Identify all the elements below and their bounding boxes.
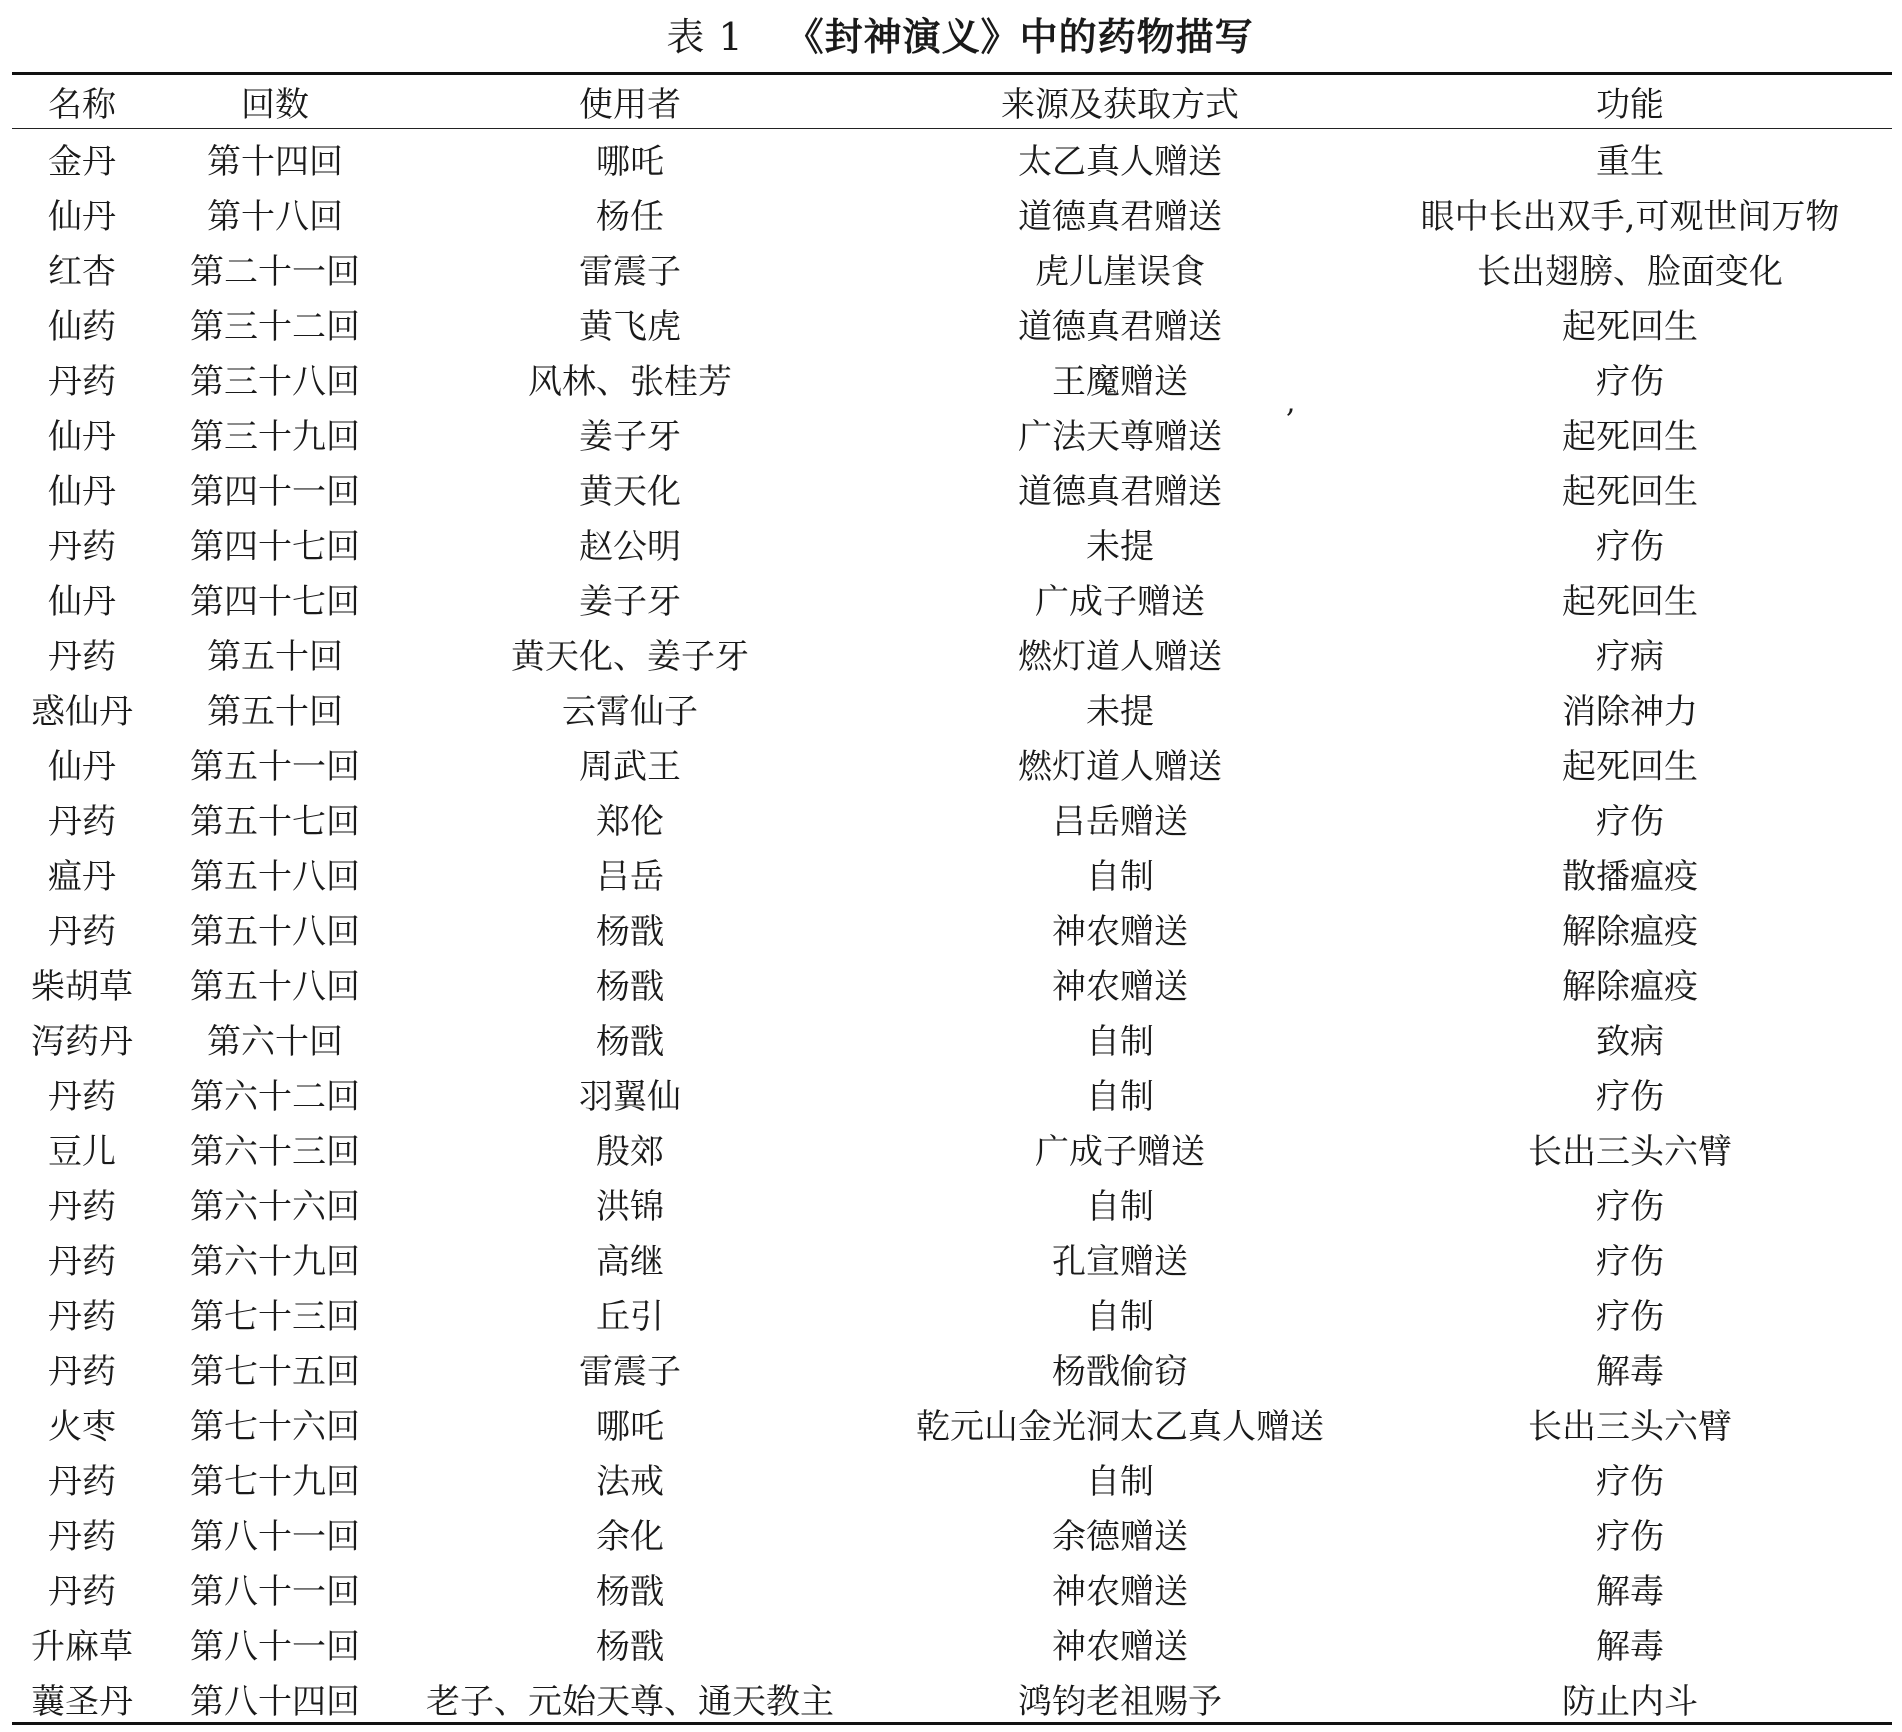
cell-source: 杨戬偷窃 [1052, 1352, 1188, 1392]
table-row [0, 186, 1902, 241]
cell-source: 自制 [1086, 1022, 1154, 1062]
cell-source: 广法天尊赠送 [1018, 417, 1222, 457]
cell-function: 长出翅膀、脸面变化 [1477, 252, 1783, 292]
cell-source: 自制 [1086, 1187, 1154, 1227]
cell-function: 起死回生 [1562, 582, 1698, 622]
table-row [0, 1451, 1902, 1506]
cell-chapter: 第七十九回 [190, 1462, 360, 1502]
cell-name: 仙丹 [48, 417, 116, 457]
table-row [0, 406, 1902, 461]
cell-name: 瘟丹 [48, 857, 116, 897]
cell-chapter: 第三十二回 [190, 307, 360, 347]
cell-chapter: 第三十九回 [190, 417, 360, 457]
cell-source: 道德真君赠送 [1018, 197, 1222, 237]
cell-source: 乾元山金光洞太乙真人赠送 [916, 1407, 1324, 1447]
cell-name: 丹药 [48, 1517, 116, 1557]
cell-user: 杨戬 [596, 1627, 664, 1667]
cell-function: 眼中长出双手,可观世间万物 [1420, 197, 1840, 237]
table-row [0, 131, 1902, 186]
cell-user: 杨任 [596, 197, 664, 237]
table-row [0, 1231, 1902, 1286]
bottom-rule [12, 1722, 1892, 1725]
cell-name: 仙丹 [48, 747, 116, 787]
cell-name: 丹药 [48, 802, 116, 842]
cell-function: 解毒 [1596, 1572, 1664, 1612]
table-row [0, 1396, 1902, 1451]
cell-name: 丹药 [48, 912, 116, 952]
table-header [0, 76, 1902, 126]
cell-function: 疗伤 [1596, 802, 1664, 842]
cell-name: 丹药 [48, 1462, 116, 1502]
cell-function: 疗伤 [1596, 1517, 1664, 1557]
cell-source: 燃灯道人赠送 [1018, 747, 1222, 787]
cell-chapter: 第六十六回 [190, 1187, 360, 1227]
cell-user: 殷郊 [596, 1132, 664, 1172]
cell-function: 消除神力 [1562, 692, 1698, 732]
cell-user: 杨戬 [596, 967, 664, 1007]
cell-name: 仙丹 [48, 582, 116, 622]
cell-name: 柴胡草 [31, 967, 133, 1007]
top-rule [12, 72, 1892, 75]
cell-chapter: 第七十三回 [190, 1297, 360, 1337]
table-row [0, 846, 1902, 901]
cell-name: 丹药 [48, 527, 116, 567]
table-row [0, 1506, 1902, 1561]
cell-name: 丹药 [48, 1242, 116, 1282]
cell-name: 蘘圣丹 [31, 1682, 133, 1722]
cell-chapter: 第六十九回 [190, 1242, 360, 1282]
table-row [0, 1616, 1902, 1671]
cell-function: 疗伤 [1596, 362, 1664, 402]
table-row [0, 1176, 1902, 1231]
cell-function: 疗伤 [1596, 1462, 1664, 1502]
table-row [0, 1121, 1902, 1176]
cell-chapter: 第八十一回 [190, 1517, 360, 1557]
table-body [0, 131, 1902, 1726]
table-row [0, 1066, 1902, 1121]
cell-source: 余德赠送 [1052, 1517, 1188, 1557]
cell-function: 长出三头六臂 [1528, 1407, 1732, 1447]
table-row [0, 1561, 1902, 1616]
cell-function: 起死回生 [1562, 307, 1698, 347]
header-user: 使用者 [579, 84, 681, 125]
cell-user: 高继 [596, 1242, 664, 1282]
cell-user: 余化 [596, 1517, 664, 1557]
cell-chapter: 第五十八回 [190, 912, 360, 952]
cell-source: 自制 [1086, 1462, 1154, 1502]
cell-chapter: 第八十一回 [190, 1627, 360, 1667]
cell-user: 周武王 [579, 747, 681, 787]
cell-function: 疗病 [1596, 637, 1664, 677]
table-row [0, 241, 1902, 296]
cell-chapter: 第七十五回 [190, 1352, 360, 1392]
cell-source: 鸿钧老祖赐予 [1018, 1682, 1222, 1722]
table-caption: 《封神演义》中的药物描写 [785, 14, 1254, 59]
cell-user: 丘引 [596, 1297, 664, 1337]
cell-user: 黄飞虎 [579, 307, 681, 347]
cell-chapter: 第六十二回 [190, 1077, 360, 1117]
cell-user: 云霄仙子 [562, 692, 698, 732]
cell-chapter: 第五十七回 [190, 802, 360, 842]
cell-chapter: 第五十一回 [190, 747, 360, 787]
header-name: 名称 [48, 84, 116, 125]
cell-function: 疗伤 [1596, 1297, 1664, 1337]
cell-chapter: 第四十七回 [190, 582, 360, 622]
header-source: 来源及获取方式 [1001, 84, 1239, 125]
cell-function: 长出三头六臂 [1528, 1132, 1732, 1172]
cell-chapter: 第五十回 [207, 692, 343, 732]
cell-name: 升麻草 [31, 1627, 133, 1667]
cell-user: 风林、张桂芳 [528, 362, 732, 402]
cell-source: 道德真君赠送 [1018, 472, 1222, 512]
header-rule [12, 128, 1892, 129]
cell-function: 起死回生 [1562, 417, 1698, 457]
table-row [0, 956, 1902, 1011]
cell-name: 火枣 [48, 1407, 116, 1447]
table-row [0, 1011, 1902, 1066]
cell-source: 自制 [1086, 1077, 1154, 1117]
cell-function: 重生 [1596, 142, 1664, 182]
cell-chapter: 第六十三回 [190, 1132, 360, 1172]
cell-user: 姜子牙 [579, 417, 681, 457]
cell-chapter: 第八十四回 [190, 1682, 360, 1722]
cell-source: 孔宣赠送 [1052, 1242, 1188, 1282]
cell-user: 羽翼仙 [579, 1077, 681, 1117]
table-row [0, 571, 1902, 626]
cell-name: 丹药 [48, 1352, 116, 1392]
cell-function: 解毒 [1596, 1352, 1664, 1392]
table-row [0, 516, 1902, 571]
cell-name: 仙丹 [48, 197, 116, 237]
cell-function: 致病 [1596, 1022, 1664, 1062]
table-row [0, 681, 1902, 736]
cell-user: 赵公明 [579, 527, 681, 567]
cell-user: 法戒 [596, 1462, 664, 1502]
cell-chapter: 第五十八回 [190, 967, 360, 1007]
cell-chapter: 第六十回 [207, 1022, 343, 1062]
table-row [0, 351, 1902, 406]
table-title [0, 0, 1902, 66]
cell-user: 郑伦 [596, 802, 664, 842]
cell-name: 丹药 [48, 362, 116, 402]
cell-user: 洪锦 [596, 1187, 664, 1227]
cell-name: 丹药 [48, 1187, 116, 1227]
cell-user: 哪吒 [596, 142, 664, 182]
cell-source: 王魔赠送 [1052, 362, 1188, 402]
cell-function: 防止内斗 [1562, 1682, 1698, 1722]
cell-function: 解毒 [1596, 1627, 1664, 1667]
cell-source: 广成子赠送 [1035, 1132, 1205, 1172]
cell-name: 红杏 [48, 252, 116, 292]
cell-source: 神农赠送 [1052, 1627, 1188, 1667]
cell-source: 吕岳赠送 [1052, 802, 1188, 842]
cell-name: 丹药 [48, 1077, 116, 1117]
cell-source: 未提 [1086, 692, 1154, 732]
table-row [0, 626, 1902, 681]
cell-source: 广成子赠送 [1035, 582, 1205, 622]
cell-chapter: 第四十一回 [190, 472, 360, 512]
cell-user: 雷震子 [579, 252, 681, 292]
table-row [0, 1341, 1902, 1396]
cell-name: 丹药 [48, 637, 116, 677]
cell-user: 黄天化 [579, 472, 681, 512]
cell-function: 起死回生 [1562, 472, 1698, 512]
cell-function: 解除瘟疫 [1562, 967, 1698, 1007]
cell-chapter: 第三十八回 [190, 362, 360, 402]
cell-chapter: 第八十一回 [190, 1572, 360, 1612]
cell-user: 杨戬 [596, 1022, 664, 1062]
table-row [0, 791, 1902, 846]
cell-name: 豆儿 [48, 1132, 116, 1172]
cell-user: 姜子牙 [579, 582, 681, 622]
cell-chapter: 第十四回 [207, 142, 343, 182]
cell-user: 哪吒 [596, 1407, 664, 1447]
header-chapter: 回数 [241, 84, 309, 125]
header-function: 功能 [1596, 84, 1664, 125]
table-row [0, 736, 1902, 791]
cell-source: 自制 [1086, 857, 1154, 897]
cell-name: 惑仙丹 [31, 692, 133, 732]
cell-chapter: 第十八回 [207, 197, 343, 237]
cell-chapter: 第七十六回 [190, 1407, 360, 1447]
table-row [0, 1671, 1902, 1726]
cell-user: 黄天化、姜子牙 [511, 637, 749, 677]
cell-function: 疗伤 [1596, 1187, 1664, 1227]
cell-chapter: 第五十回 [207, 637, 343, 677]
cell-name: 仙药 [48, 307, 116, 347]
cell-function: 疗伤 [1596, 1077, 1664, 1117]
table-row [0, 461, 1902, 516]
cell-function: 解除瘟疫 [1562, 912, 1698, 952]
cell-user: 杨戬 [596, 912, 664, 952]
cell-user: 吕岳 [596, 857, 664, 897]
cell-name: 仙丹 [48, 472, 116, 512]
cell-user: 雷震子 [579, 1352, 681, 1392]
cell-chapter: 第五十八回 [190, 857, 360, 897]
cell-user: 老子、元始天尊、通天教主 [426, 1682, 834, 1722]
stray-mark: , [1286, 385, 1296, 420]
cell-source: 虎儿崖误食 [1035, 252, 1205, 292]
cell-function: 散播瘟疫 [1562, 857, 1698, 897]
cell-source: 燃灯道人赠送 [1018, 637, 1222, 677]
cell-name: 丹药 [48, 1572, 116, 1612]
table-number: 表 1 [666, 14, 744, 59]
cell-function: 起死回生 [1562, 747, 1698, 787]
cell-name: 金丹 [48, 142, 116, 182]
cell-source: 神农赠送 [1052, 912, 1188, 952]
cell-source: 神农赠送 [1052, 1572, 1188, 1612]
cell-name: 泻药丹 [31, 1022, 133, 1062]
cell-source: 未提 [1086, 527, 1154, 567]
cell-source: 自制 [1086, 1297, 1154, 1337]
table-row [0, 901, 1902, 956]
cell-source: 太乙真人赠送 [1018, 142, 1222, 182]
cell-source: 道德真君赠送 [1018, 307, 1222, 347]
cell-name: 丹药 [48, 1297, 116, 1337]
table-row [0, 296, 1902, 351]
cell-function: 疗伤 [1596, 527, 1664, 567]
cell-source: 神农赠送 [1052, 967, 1188, 1007]
cell-function: 疗伤 [1596, 1242, 1664, 1282]
cell-chapter: 第四十七回 [190, 527, 360, 567]
cell-user: 杨戬 [596, 1572, 664, 1612]
table-row [0, 1286, 1902, 1341]
cell-chapter: 第二十一回 [190, 252, 360, 292]
